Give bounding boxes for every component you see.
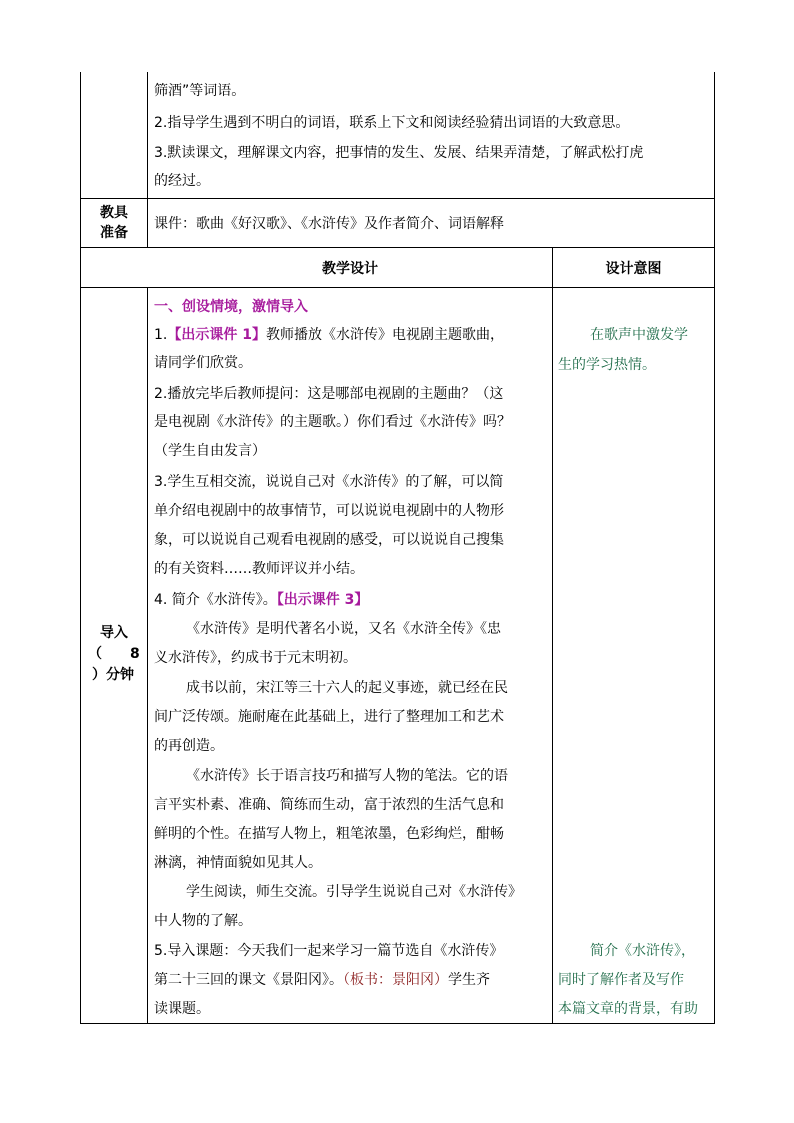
intro-minutes: 8 xyxy=(130,646,140,662)
objective-line: 的经过。 xyxy=(154,173,210,189)
step-text: 第二十三回的课文《景阳冈》。 xyxy=(154,972,343,988)
materials-label: 教具 xyxy=(100,205,128,221)
step-3-line: 单介绍电视剧中的故事情节，可以说说电视剧中的人物形 xyxy=(154,503,504,519)
row-divider-2 xyxy=(80,247,715,248)
label-column-divider-bottom xyxy=(147,287,148,1024)
intro-label: ）分钟 xyxy=(92,667,134,683)
paragraph-line: 的再创造。 xyxy=(154,738,224,754)
paragraph-line: 《水浒传》是明代著名小说，又名《水浒全传》《忠 xyxy=(186,621,501,637)
intent-header: 设计意图 xyxy=(605,261,662,277)
paragraph-line: 中人物的了解。 xyxy=(154,913,252,929)
step-3-line: 的有关资料……教师评议并小结。 xyxy=(154,561,364,577)
step-text: 4. 简介《水浒传》。 xyxy=(154,592,277,608)
table-right-border xyxy=(714,72,715,1024)
paragraph-line: 义水浒传》，约成书于元末明初。 xyxy=(154,650,357,666)
intent-note: 简介《水浒传》， xyxy=(590,943,695,959)
label-column-divider-top xyxy=(147,72,148,247)
step-4 xyxy=(154,591,368,609)
blackboard-note: （板书：景阳冈） xyxy=(343,972,448,988)
paragraph-line: 成书以前，宋江等三十六人的起义事迹，就已经在民 xyxy=(186,680,508,696)
step-2-line: 是电视剧《水浒传》的主题歌。）你们看过《水浒传》吗？ xyxy=(154,414,511,430)
step-5-line: 读课题。 xyxy=(154,1001,210,1017)
step-number: 1. xyxy=(154,327,168,343)
materials-content: 课件：歌曲《好汉歌》、《水浒传》及作者简介、词语解释 xyxy=(154,216,504,232)
step-1 xyxy=(154,326,504,344)
paragraph-line: 间广泛传颂。施耐庵在此基础上，进行了整理加工和艺术 xyxy=(154,709,504,725)
objective-line: 筛酒”等词语。 xyxy=(154,83,246,99)
step-1-cont: 请同学们欣赏。 xyxy=(154,355,252,371)
courseware-tag: 【出示课件 1】 xyxy=(167,327,266,343)
step-2-line: （学生自由发言） xyxy=(154,443,266,459)
row-divider-3 xyxy=(80,287,715,288)
step-5-line xyxy=(154,971,490,989)
paragraph-line: 学生阅读，师生交流。引导学生说说自己对《水浒传》 xyxy=(186,884,522,900)
row-divider-1 xyxy=(80,198,715,199)
intent-note: 生的学习热情。 xyxy=(558,357,656,373)
step-2-line: 2.播放完毕后教师提问：这是哪部电视剧的主题曲？（这 xyxy=(154,386,504,402)
step-text: 教师播放《水浒传》电视剧主题歌曲， xyxy=(265,327,504,343)
table-bottom-border xyxy=(80,1023,715,1024)
intent-note: 在歌声中激发学 xyxy=(590,327,688,343)
paragraph-line: 《水浒传》长于语言技巧和描写人物的笔法。它的语 xyxy=(186,768,508,784)
paragraph-line: 淋漓，神情面貌如见其人。 xyxy=(154,855,322,871)
intro-label: 导入 xyxy=(100,625,128,641)
objective-line: 2.指导学生遇到不明白的词语，联系上下文和阅读经验猜出词语的大致意思。 xyxy=(154,115,630,131)
intro-paren: （ xyxy=(88,646,102,662)
step-5-line: 5.导入课题：今天我们一起来学习一篇节选自《水浒传》 xyxy=(154,943,504,959)
courseware-tag: 【出示课件 3】 xyxy=(276,592,369,608)
paragraph-line: 鲜明的个性。在描写人物上，粗笔浓墨，色彩绚烂，酣畅 xyxy=(154,826,504,842)
intent-note: 同时了解作者及写作 xyxy=(558,972,684,988)
materials-label: 准备 xyxy=(100,225,128,241)
design-header: 教学设计 xyxy=(322,261,378,277)
section-title: 一、创设情境，激情导入 xyxy=(154,299,308,315)
step-text: 学生齐 xyxy=(448,972,490,988)
intent-column-divider xyxy=(552,247,553,1024)
step-3-line: 3.学生互相交流，说说自己对《水浒传》的了解，可以简 xyxy=(154,474,504,490)
intent-note: 本篇文章的背景，有助 xyxy=(558,1001,698,1017)
step-3-line: 象，可以说说自己观看电视剧的感受，可以说说自己搜集 xyxy=(154,532,504,548)
paragraph-line: 言平实朴素、准确、简练而生动，富于浓烈的生活气息和 xyxy=(154,797,504,813)
objective-line: 3.默读课文，理解课文内容，把事情的发生、发展、结果弄清楚，了解武松打虎 xyxy=(154,145,644,161)
